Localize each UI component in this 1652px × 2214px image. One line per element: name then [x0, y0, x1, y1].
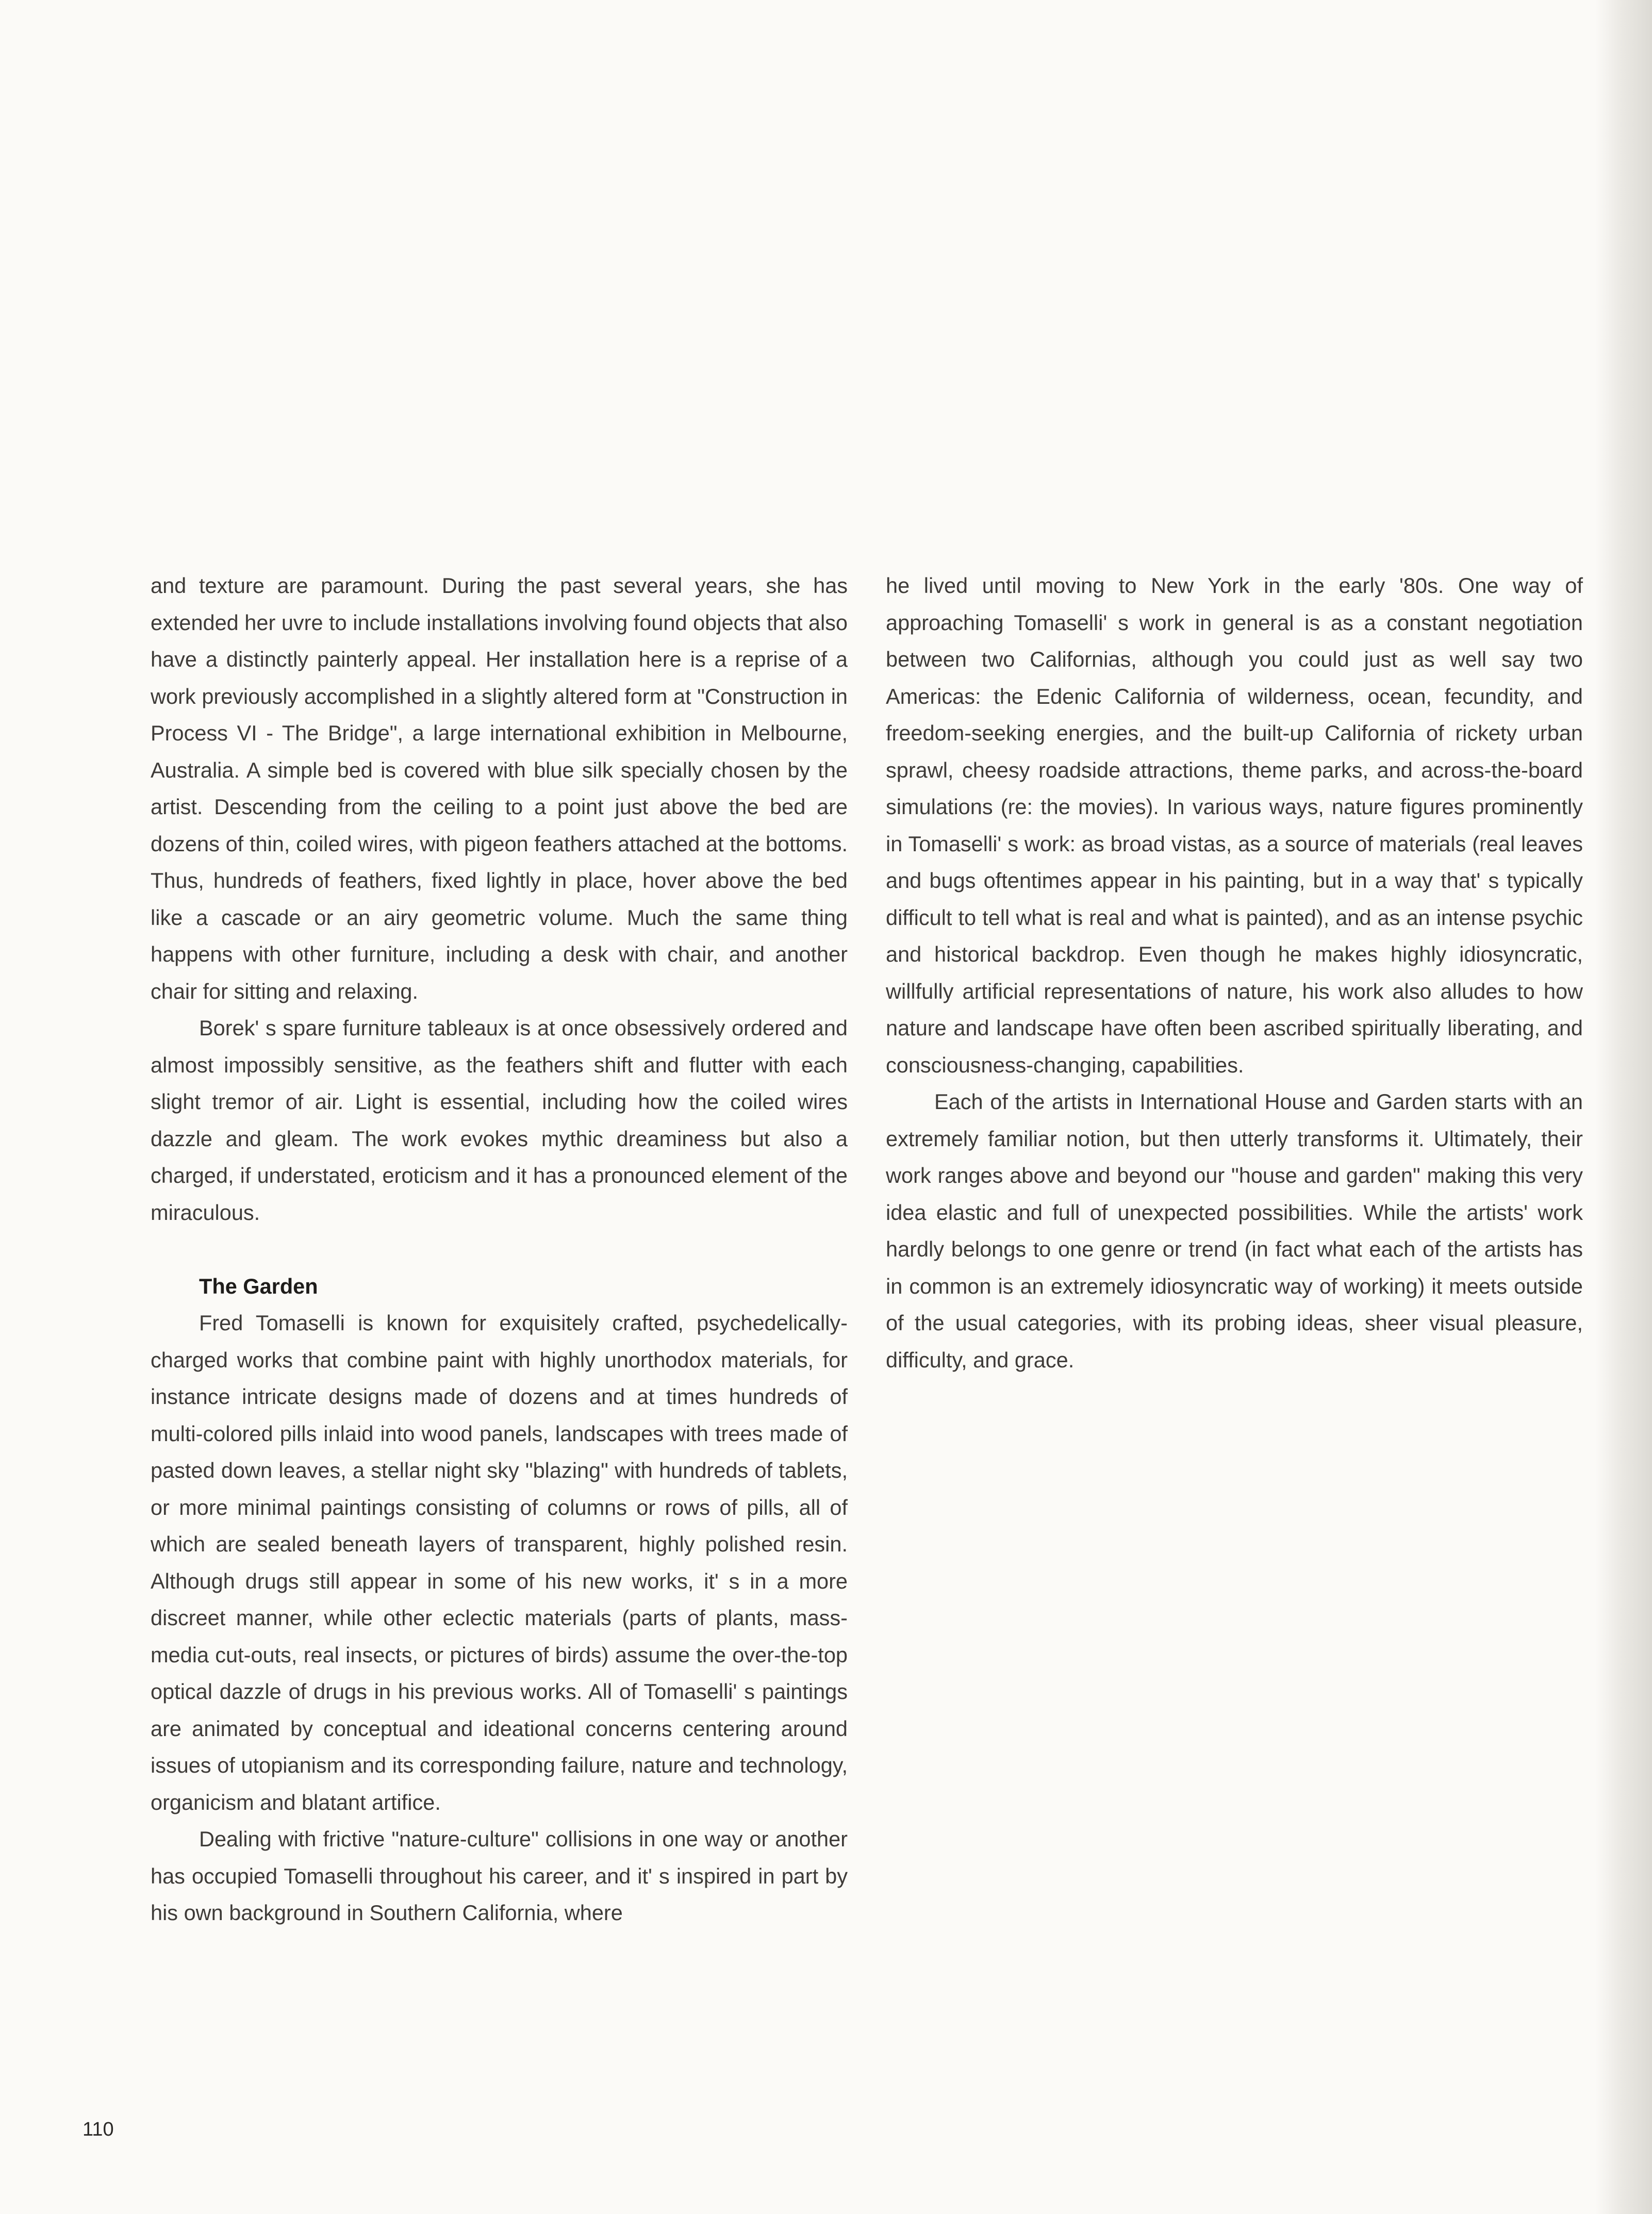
left-paragraph-2: Borek' s spare furniture tableaux is at once obsessively ordered and almost impossibly sensitive, as the feathers shift and flutter with each slight tremor of air. Light is essential, including how the coiled wires dazzle and gleam. The work evokes mythic dreaminess but also a charged, if understated, eroticism and it has a pronounced element of the miraculous.: [151, 1016, 848, 1225]
left-paragraph-1: and texture are paramount. During the past several years, she has extended her uvre to include installations involving found objects that also have a distinctly painterly appeal. Her installation here is a reprise of a work previously accomplished in a slightly altered form at "Construction in Process VI - The Bridge", a large international exhibition in Melbourne, Australia. A simple bed is covered with blue silk specially chosen by the artist. Descending from the ceiling to a point just above the bed are dozens of thin, coiled wires, with pigeon feathers attached at the bottoms. Thus, hundreds of feathers, fixed lightly in place, hover above the bed like a cascade or an airy geometric volume. Much the same thing happens with other furniture, including a desk with chair, and another chair for sitting and relaxing.: [151, 573, 848, 1003]
page-edge-shadow: [1595, 0, 1652, 2214]
right-paragraph-2: Each of the artists in International House and Garden starts with an extremely familiar notion, but then utterly transforms it. Ultimately, their work ranges above and beyond our "house and garden" making this very idea elastic and full of unexpected possibilities. While the artists' work hardly belongs to one genre or trend (in fact what each of the artists has in common is an extremely idiosyncratic way of working) it meets outside of the usual categories, with its probing ideas, sheer visual pleasure, difficulty, and grace.: [886, 1089, 1583, 1372]
section-heading-the-garden: The Garden: [199, 1274, 318, 1298]
right-column: [886, 567, 1583, 1378]
left-paragraph-3: Fred Tomaselli is known for exquisitely crafted, psychedelically-charged works that combine paint with highly unorthodox materials, for instance intricate designs made of dozens and at times hundreds of multi-colored pills inlaid into wood panels, landscapes with trees made of pasted down leaves, a stellar night sky "blazing" with hundreds of tablets, or more minimal paintings consisting of columns or rows of pills, all of which are sealed beneath layers of transparent, highly polished resin. Although drugs still appear in some of his new works, it' s in a more discreet manner, while other eclectic materials (parts of plants, mass-media cut-outs, real insects, or pictures of birds) assume the over-the-top optical dazzle of drugs in his previous works. All of Tomaselli' s paintings are animated by conceptual and ideational concerns centering around issues of utopianism and its corresponding failure, nature and technology, organicism and blatant artifice.: [151, 1311, 848, 1814]
left-paragraph-4: Dealing with frictive "nature-culture" collisions in one way or another has occupied Tomaselli throughout his career, and it' s inspired in part by his own background in Southern California, where: [151, 1827, 848, 1925]
left-column: [151, 567, 848, 1931]
right-paragraph-1: he lived until moving to New York in the early '80s. One way of approaching Tomaselli' s work in general is as a constant negotiation between two Californias, although you could just as well say two Americas: the Edenic California of wilderness, ocean, fecundity, and freedom-seeking energies, and the built-up California of rickety urban sprawl, cheesy roadside attractions, theme parks, and across-the-board simulations (re: the movies). In various ways, nature figures prominently in Tomaselli' s work: as broad vistas, as a source of materials (real leaves and bugs oftentimes appear in his painting, but in a way that' s typically difficult to tell what is real and what is painted), and as an intense psychic and historical backdrop. Even though he makes highly idiosyncratic, willfully artificial representations of nature, his work also alludes to how nature and landscape have often been ascribed spiritually liberating, and consciousness-changing, capabilities.: [886, 573, 1583, 1077]
page-number: 110: [82, 2119, 114, 2140]
